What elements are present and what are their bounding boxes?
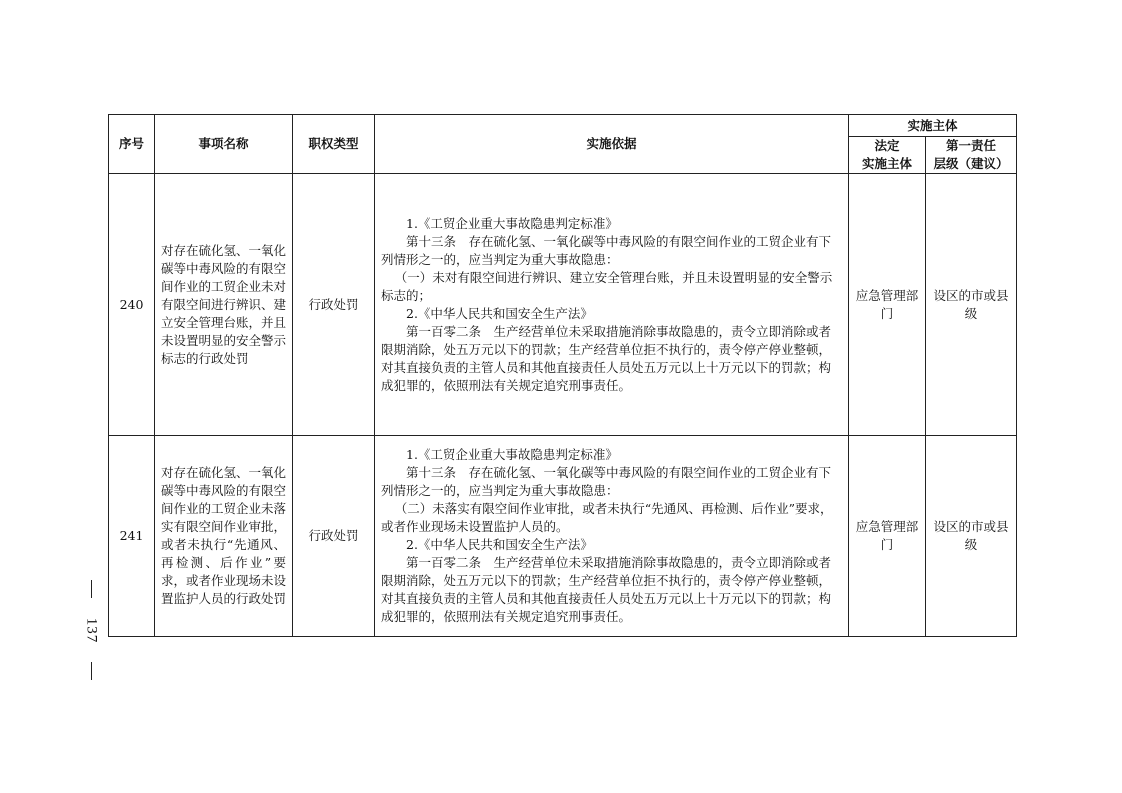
- basis-line: （二）未落实有限空间作业审批，或者未执行“先通风、再检测、后作业”要求，或者作业现场未设置监护人员的。: [381, 501, 833, 534]
- header-legal-subject-line2: 实施主体: [861, 156, 912, 171]
- row-responsibility-level: 设区的市或县级: [926, 174, 1017, 436]
- page-number-text: 137: [83, 617, 100, 643]
- basis-line: 第一百零二条 生产经营单位未采取措施消除事故隐患的，责令立即消除或者限期消除，处五万元以下的罚款；生产经营单位拒不执行的，责令停产停业整顿，对其直接负责的主管人员和其他直接责任人员处五万元以上十万元以下的罚款；构成犯罪的，依照刑法有关规定追究刑事责任。: [381, 555, 832, 624]
- row-item-name: 对存在硫化氢、一氧化碳等中毒风险的有限空间作业的工贸企业未落实有限空间作业审批，或者未执行“先通风、再检测、后作业”要求，或者作业现场未设置监护人员的行政处罚: [155, 436, 293, 637]
- row-responsibility-level: 设区的市或县级: [926, 436, 1017, 637]
- header-basis: 实施依据: [375, 115, 849, 174]
- basis-line: 1.《工贸企业重大事故隐患判定标准》: [406, 215, 618, 231]
- basis-line: 1.《工贸企业重大事故隐患判定标准》: [406, 447, 618, 462]
- basis-line: 第十三条 存在硫化氢、一氧化碳等中毒风险的有限空间作业的工贸企业有下列情形之一的，应当判定为重大事故隐患：: [381, 465, 832, 498]
- page-number: [76, 580, 106, 680]
- row-legal-subject: 应急管理部门: [849, 436, 926, 637]
- header-level-line1: 第一责任: [946, 138, 997, 153]
- header-seq: 序号: [109, 115, 155, 174]
- basis-line: （一）未对有限空间进行辨识、建立安全管理台账，并且未设置明显的安全警示标志的；: [381, 269, 833, 303]
- basis-line: 2.《中华人民共和国安全生产法》: [406, 537, 593, 552]
- header-legal-subject-line1: 法定: [874, 138, 900, 153]
- row-legal-subject: 应急管理部门: [849, 174, 926, 436]
- regulation-table: [108, 114, 1017, 637]
- page-number-dash-bottom: [91, 662, 92, 680]
- header-level-line2: 层级（建议）: [933, 156, 1009, 171]
- row-power-type: 行政处罚: [293, 436, 375, 637]
- row-seq: 240: [109, 174, 155, 436]
- header-responsibility-level: [926, 137, 1017, 174]
- table-row: [109, 174, 1017, 436]
- basis-line: 第一百零二条 生产经营单位未采取措施消除事故隐患的，责令立即消除或者限期消除，处五万元以下的罚款；生产经营单位拒不执行的，责令停产停业整顿，对其直接负责的主管人员和其他直接责任人员处五万元以上十万元以下的罚款；构成犯罪的，依照刑法有关规定追究刑事责任。: [381, 323, 832, 393]
- row-basis: [375, 174, 849, 436]
- header-power-type: 职权类型: [293, 115, 375, 174]
- table-row: [109, 436, 1017, 637]
- row-item-name: 对存在硫化氢、一氧化碳等中毒风险的有限空间作业的工贸企业未对有限空间进行辨识、建立安全管理台账，并且未设置明显的安全警示标志的行政处罚: [155, 174, 293, 436]
- header-legal-subject: [849, 137, 926, 174]
- row-power-type: 行政处罚: [293, 174, 375, 436]
- row-seq: 241: [109, 436, 155, 637]
- page-number-dash-top: [91, 580, 92, 598]
- row-basis: [375, 436, 849, 637]
- basis-line: 第十三条 存在硫化氢、一氧化碳等中毒风险的有限空间作业的工贸企业有下列情形之一的，应当判定为重大事故隐患：: [381, 233, 832, 267]
- basis-line: 2.《中华人民共和国安全生产法》: [406, 305, 593, 321]
- header-subject: 实施主体: [849, 115, 1017, 137]
- header-item-name: 事项名称: [155, 115, 293, 174]
